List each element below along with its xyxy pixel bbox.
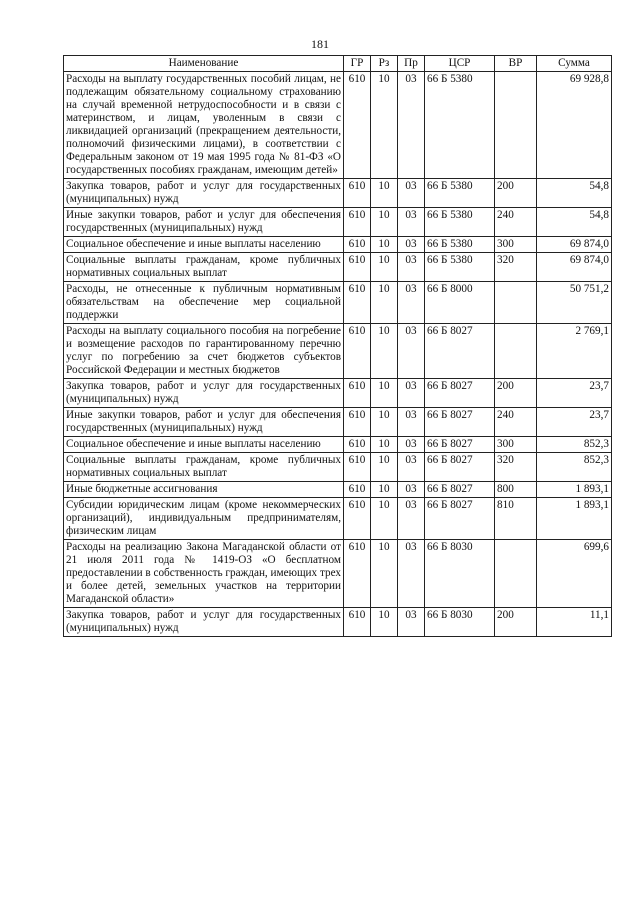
cell-pr: 03 xyxy=(398,482,425,498)
cell-sum: 54,8 xyxy=(537,179,612,208)
cell-csr: 66 Б 5380 xyxy=(425,72,495,179)
cell-pr: 03 xyxy=(398,282,425,324)
cell-csr: 66 Б 8027 xyxy=(425,324,495,379)
cell-sum: 11,1 xyxy=(537,608,612,637)
cell-pr: 03 xyxy=(398,208,425,237)
cell-name: Социальное обеспечение и иные выплаты населению xyxy=(64,437,344,453)
cell-rz: 10 xyxy=(371,253,398,282)
table-header-row xyxy=(64,56,612,72)
header-rz: Рз xyxy=(371,56,398,72)
cell-rz: 10 xyxy=(371,208,398,237)
header-csr: ЦСР xyxy=(425,56,495,72)
cell-pr: 03 xyxy=(398,179,425,208)
cell-gr: 610 xyxy=(344,540,371,608)
cell-gr: 610 xyxy=(344,237,371,253)
table-row xyxy=(64,608,612,637)
cell-gr: 610 xyxy=(344,282,371,324)
cell-csr: 66 Б 8030 xyxy=(425,540,495,608)
cell-pr: 03 xyxy=(398,608,425,637)
cell-sum: 23,7 xyxy=(537,379,612,408)
cell-name: Закупка товаров, работ и услуг для государственных (муниципальных) нужд xyxy=(64,379,344,408)
header-gr: ГР xyxy=(344,56,371,72)
table-row xyxy=(64,253,612,282)
cell-gr: 610 xyxy=(344,498,371,540)
table-row xyxy=(64,72,612,179)
header-pr: Пр xyxy=(398,56,425,72)
cell-csr: 66 Б 8027 xyxy=(425,408,495,437)
cell-pr: 03 xyxy=(398,379,425,408)
cell-rz: 10 xyxy=(371,408,398,437)
cell-sum: 54,8 xyxy=(537,208,612,237)
cell-csr: 66 Б 5380 xyxy=(425,208,495,237)
header-name: Наименование xyxy=(64,56,344,72)
cell-rz: 10 xyxy=(371,482,398,498)
budget-table xyxy=(63,55,612,637)
cell-sum: 699,6 xyxy=(537,540,612,608)
cell-name: Субсидии юридическим лицам (кроме некоммерческих организаций), индивидуальным предпринимателям, физическим лицам xyxy=(64,498,344,540)
cell-name: Закупка товаров, работ и услуг для государственных (муниципальных) нужд xyxy=(64,608,344,637)
table-row xyxy=(64,179,612,208)
cell-rz: 10 xyxy=(371,608,398,637)
table-row xyxy=(64,324,612,379)
cell-name: Социальные выплаты гражданам, кроме публичных нормативных социальных выплат xyxy=(64,253,344,282)
cell-csr: 66 Б 8000 xyxy=(425,282,495,324)
cell-vr xyxy=(495,282,537,324)
cell-vr: 200 xyxy=(495,379,537,408)
cell-name: Расходы на выплату социального пособия на погребение и возмещение расходов по гарантированному перечню услуг по погребению за счет бюджетов субъектов Российской Федерации и местных бюджетов xyxy=(64,324,344,379)
cell-vr xyxy=(495,540,537,608)
cell-csr: 66 Б 8027 xyxy=(425,482,495,498)
cell-name: Иные закупки товаров, работ и услуг для обеспечения государственных (муниципальных) нужд xyxy=(64,408,344,437)
cell-gr: 610 xyxy=(344,179,371,208)
cell-gr: 610 xyxy=(344,408,371,437)
cell-vr: 320 xyxy=(495,453,537,482)
cell-sum: 1 893,1 xyxy=(537,482,612,498)
cell-pr: 03 xyxy=(398,253,425,282)
cell-rz: 10 xyxy=(371,437,398,453)
cell-vr: 200 xyxy=(495,179,537,208)
table-row xyxy=(64,379,612,408)
cell-csr: 66 Б 8027 xyxy=(425,453,495,482)
cell-rz: 10 xyxy=(371,282,398,324)
cell-sum: 23,7 xyxy=(537,408,612,437)
cell-csr: 66 Б 5380 xyxy=(425,179,495,208)
cell-csr: 66 Б 5380 xyxy=(425,253,495,282)
cell-rz: 10 xyxy=(371,179,398,208)
cell-rz: 10 xyxy=(371,72,398,179)
cell-pr: 03 xyxy=(398,540,425,608)
cell-rz: 10 xyxy=(371,324,398,379)
cell-csr: 66 Б 8027 xyxy=(425,437,495,453)
table-row xyxy=(64,540,612,608)
table-row xyxy=(64,408,612,437)
header-vr: ВР xyxy=(495,56,537,72)
cell-gr: 610 xyxy=(344,208,371,237)
table-row xyxy=(64,208,612,237)
cell-rz: 10 xyxy=(371,379,398,408)
cell-vr xyxy=(495,72,537,179)
table-row xyxy=(64,437,612,453)
cell-name: Расходы, не отнесенные к публичным нормативным обязательствам на обеспечение мер социальной поддержки xyxy=(64,282,344,324)
table-body xyxy=(64,72,612,637)
cell-csr: 66 Б 8027 xyxy=(425,498,495,540)
cell-vr: 300 xyxy=(495,237,537,253)
cell-sum: 69 874,0 xyxy=(537,253,612,282)
cell-csr: 66 Б 8027 xyxy=(425,379,495,408)
cell-vr: 810 xyxy=(495,498,537,540)
cell-name: Социальные выплаты гражданам, кроме публичных нормативных социальных выплат xyxy=(64,453,344,482)
cell-name: Закупка товаров, работ и услуг для государственных (муниципальных) нужд xyxy=(64,179,344,208)
cell-sum: 852,3 xyxy=(537,453,612,482)
header-sum: Сумма xyxy=(537,56,612,72)
cell-sum: 50 751,2 xyxy=(537,282,612,324)
cell-sum: 69 874,0 xyxy=(537,237,612,253)
cell-vr: 320 xyxy=(495,253,537,282)
cell-gr: 610 xyxy=(344,324,371,379)
cell-pr: 03 xyxy=(398,437,425,453)
cell-sum: 852,3 xyxy=(537,437,612,453)
cell-sum: 1 893,1 xyxy=(537,498,612,540)
cell-csr: 66 Б 5380 xyxy=(425,237,495,253)
cell-pr: 03 xyxy=(398,498,425,540)
cell-gr: 610 xyxy=(344,253,371,282)
cell-vr: 200 xyxy=(495,608,537,637)
cell-pr: 03 xyxy=(398,408,425,437)
cell-vr: 300 xyxy=(495,437,537,453)
table-row xyxy=(64,498,612,540)
cell-csr: 66 Б 8030 xyxy=(425,608,495,637)
cell-pr: 03 xyxy=(398,324,425,379)
cell-name: Иные бюджетные ассигнования xyxy=(64,482,344,498)
cell-pr: 03 xyxy=(398,237,425,253)
cell-vr xyxy=(495,324,537,379)
cell-rz: 10 xyxy=(371,453,398,482)
table-row xyxy=(64,237,612,253)
cell-gr: 610 xyxy=(344,482,371,498)
cell-vr: 240 xyxy=(495,208,537,237)
cell-rz: 10 xyxy=(371,498,398,540)
cell-vr: 240 xyxy=(495,408,537,437)
cell-gr: 610 xyxy=(344,608,371,637)
cell-name: Социальное обеспечение и иные выплаты населению xyxy=(64,237,344,253)
cell-gr: 610 xyxy=(344,72,371,179)
page-number: 181 xyxy=(311,37,329,51)
cell-gr: 610 xyxy=(344,437,371,453)
cell-sum: 69 928,8 xyxy=(537,72,612,179)
cell-rz: 10 xyxy=(371,237,398,253)
cell-gr: 610 xyxy=(344,453,371,482)
cell-pr: 03 xyxy=(398,72,425,179)
table-row xyxy=(64,282,612,324)
cell-gr: 610 xyxy=(344,379,371,408)
cell-pr: 03 xyxy=(398,453,425,482)
cell-vr: 800 xyxy=(495,482,537,498)
cell-sum: 2 769,1 xyxy=(537,324,612,379)
table-row xyxy=(64,482,612,498)
table-row xyxy=(64,453,612,482)
cell-rz: 10 xyxy=(371,540,398,608)
cell-name: Расходы на выплату государственных пособий лицам, не подлежащим обязательному социальному страхованию на случай временной нетрудоспособности и в связи с материнством, и лицам, уволенным в связи с ликвидацией организаций (прекращением деятельности, полномочий физическими лицами), в соответствии с Федеральным законом от 19 мая 1995 года № 81-ФЗ «О государственных пособиях гражданам, имеющим детей» xyxy=(64,72,344,179)
cell-name: Расходы на реализацию Закона Магаданской области от 21 июля 2011 года № 1419-ОЗ «О бесплатном предоставлении в собственность граждан, имеющих трех и более детей, земельных участков на территории Магаданской области» xyxy=(64,540,344,608)
cell-name: Иные закупки товаров, работ и услуг для обеспечения государственных (муниципальных) нужд xyxy=(64,208,344,237)
